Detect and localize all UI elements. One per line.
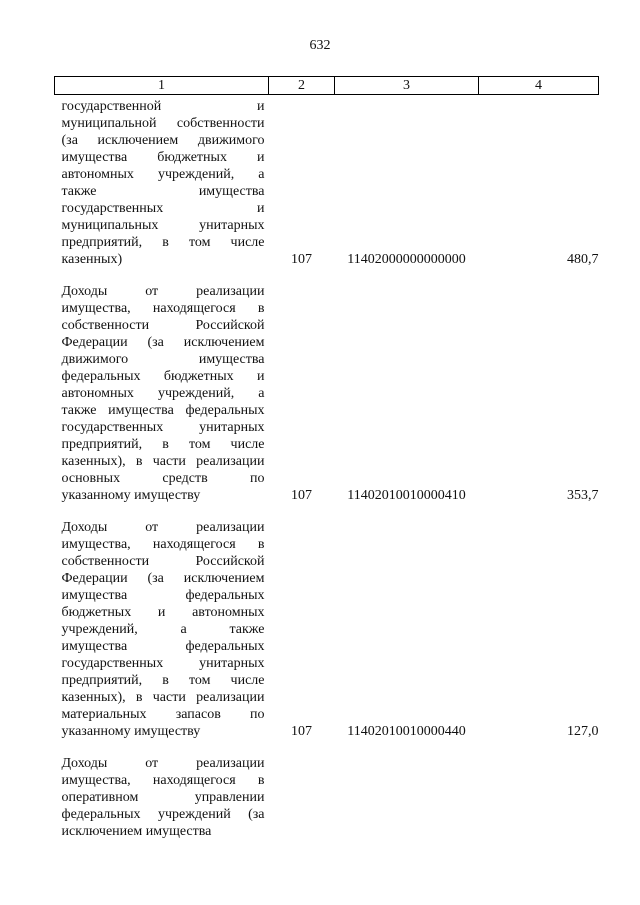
budget-classification-code [335,740,479,840]
description-line: Федерации (за исключением [61,571,265,586]
description-line: Доходы от реализации [61,520,265,535]
table-row [55,268,599,504]
column-header-4: 4 [479,77,599,95]
administrator-code: 107 [291,488,312,503]
description-line: предприятий, в том числе [61,235,265,250]
description-line: (за исключением движимого [61,133,265,148]
description-line: Доходы от реализации [61,756,265,771]
column-header-2: 2 [269,77,335,95]
description-line: государственных и [61,201,265,216]
table-row [55,504,599,740]
description-line: оперативном управлении [61,790,265,805]
description-line: государственных унитарных [61,656,265,671]
description-line: учреждений, а также [61,622,265,637]
revenue-description [55,504,269,740]
description-line: также имущества [61,184,265,199]
column-header-3: 3 [335,77,479,95]
description-line: казенных), в части реализации [61,690,265,705]
description-line: имущества бюджетных и [61,150,265,165]
description-line: казенных), в части реализации [61,454,265,469]
budget-classification-code: 11402000000000000 [347,252,466,267]
description-line: автономных учреждений, а [61,167,265,182]
description-line: собственности Российской [61,318,265,333]
description-line: бюджетных и автономных [61,605,265,620]
administrator-code [269,740,335,840]
administrator-code: 107 [291,252,312,267]
description-line: автономных учреждений, а [61,386,265,401]
description-line: федеральных учреждений (за [61,807,265,822]
table-header-row [55,77,599,95]
description-line: муниципальных унитарных [61,218,265,233]
description-line: казенных) [61,252,123,267]
table-row [55,95,599,269]
description-line: указанному имуществу [61,488,201,503]
description-line: имущества федеральных [61,639,265,654]
revenue-description [55,740,269,840]
description-line: исключением имущества [61,824,212,839]
description-line: муниципальной собственности [61,116,265,131]
description-line: предприятий, в том числе [61,437,265,452]
description-line: федеральных бюджетных и [61,369,265,384]
budget-classification-code: 11402010010000410 [347,488,466,503]
amount-value: 480,7 [567,252,599,267]
description-line: материальных запасов по [61,707,265,722]
description-line: также имущества федеральных [61,403,265,418]
revenue-table [54,76,599,840]
amount-value [479,740,599,840]
description-line: имущества федеральных [61,588,265,603]
description-line: государственной и [61,99,265,114]
description-line: предприятий, в том числе [61,673,265,688]
description-line: указанному имуществу [61,724,201,739]
revenue-description [55,268,269,504]
description-line: основных средств по [61,471,265,486]
description-line: Федерации (за исключением [61,335,265,350]
table-row [55,740,599,840]
description-line: имущества, находящегося в [61,773,265,788]
description-line: государственных унитарных [61,420,265,435]
administrator-code: 107 [291,724,312,739]
budget-classification-code: 11402010010000440 [347,724,466,739]
amount-value: 353,7 [567,488,599,503]
description-line: движимого имущества [61,352,265,367]
revenue-description [55,95,269,269]
table-body [55,95,599,841]
description-line: Доходы от реализации [61,284,265,299]
page-number: 632 [309,38,331,53]
description-line: имущества, находящегося в [61,301,265,316]
amount-value: 127,0 [567,724,599,739]
description-line: имущества, находящегося в [61,537,265,552]
description-line: собственности Российской [61,554,265,569]
column-header-1: 1 [55,77,269,95]
